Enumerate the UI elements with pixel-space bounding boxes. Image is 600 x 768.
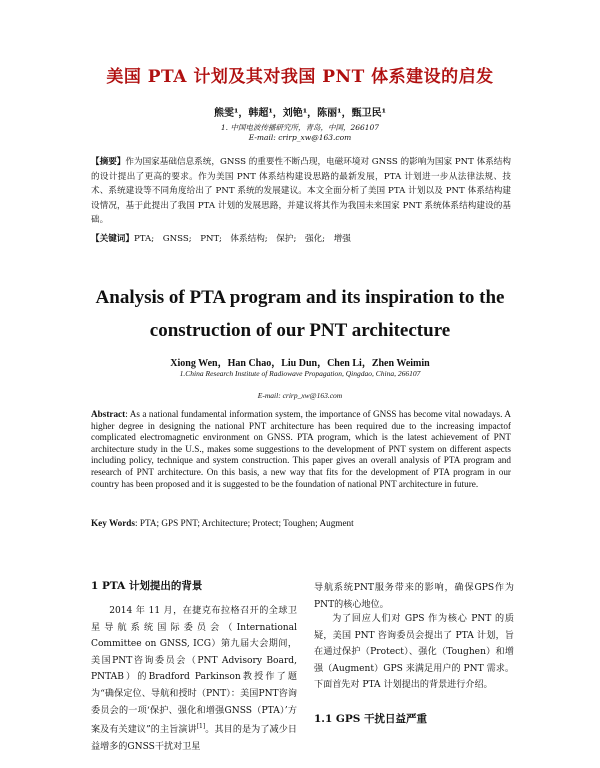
chinese-abstract-label: 【摘要】 (91, 157, 126, 167)
citation-ref: [1] (196, 723, 206, 731)
english-authors: Xiong Wen，Han Chao，Liu Dun，Chen Li，Zhen Weimin (170, 358, 430, 369)
english-affiliation: 1.China Research Institute of Radiowave Propagation, Qingdao, China, 266107 (179, 369, 421, 378)
english-title: Analysis of PTA program and its inspiration to the construction of our PNT architecture (95, 287, 505, 341)
chinese-keywords-text: PTA; GNSS; PNT; 体系结构; 保护; 强化; 增强 (133, 234, 351, 244)
right-column-paragraph-2: 为了回应人们对 GPS 作为核心 PNT 的质疑，美国 PNT 咨询委员会提出了 PTA 计划，旨在通过保护（Protect）、强化（Toughen）和增强（Augment）GPS 来满足用户的 PNT 需求。下面首先对 PTA 计划提出的背景进行介绍。 (314, 614, 514, 691)
chinese-keywords (91, 232, 511, 244)
english-keywords (91, 518, 511, 528)
chinese-abstract-text: 作为国家基础信息系统，GNSS 的重要性不断凸现，电磁环境对 GNSS 的影响为国家 PNT 体系结构的设计提出了更高的要求。作为美国 PNT 体系结构建设思路的最新发展，PTA 计划进一步从法律法规、技术、系统建设等不同角度给出了 PNT 系统的发展建议。本文全面分析了美国 PTA 计划以及 PNT 体系结构建设情况，基于此提出了我国 PTA 计划的发展思路，并建议将其作为我国未来国家 PNT 系统体系结构建设的基础。 (91, 157, 511, 225)
english-abstract-text: : As a national fundamental information system, the importance of GNSS has become vital nowadays. A higher degree in designing the national PNT architecture has been required due to the increasing impactof complicated electromagnetic environment on GNSS. PTA program, which is the latest achievement of PNT architecture study in the U.S., makes some suggestions to the development of PNT system on different aspects including policy, technique and system construction. This paper gives an overall analysis of PTA program and research of PNT architecture. On this basis, a new way that fits for the development of PTA program in our country has been proposed and it is suggested to be the foundation of national PNT architecture in future. (91, 409, 511, 489)
right-column-paragraph-1: 导航系统PNT服务带来的影响，确保GPS作为PNT的核心地位。 (314, 583, 514, 610)
chinese-title: 美国 PTA 计划及其对我国 PNT 体系建设的启发 (106, 67, 494, 87)
english-abstract (91, 409, 511, 490)
english-abstract-label: Abstract (91, 409, 126, 419)
paragraph-text-b: 。其目的是为了减少日益增多的GNSS干扰对卫星 (91, 725, 297, 752)
english-email: E-mail: crirp_xw@163.com (257, 391, 343, 400)
english-keywords-label: Key Words (91, 518, 135, 528)
section-1-1-heading: 1.1 GPS 干扰日益严重 (314, 713, 428, 725)
chinese-authors: 熊雯¹，韩超¹，刘铯¹，陈丽¹，甄卫民¹ (214, 108, 386, 119)
paragraph-text-a: 2014 年 11 月，在捷克布拉格召开的全球卫星导航系统国际委员会（International Committee on GNSS, ICG）第九届大会期间，美国PNT咨询委员会（PNT Advisory Board, PNTAB）的Bradford Parkinson教授作了题为“确保定位、导航和授时（PNT）：美国PNT咨询委员会的一项‘保护、强化和增强GNSS（PTA）’方案及有关建议”的主旨演讲 (91, 606, 297, 736)
english-keywords-text: : PTA; GPS PNT; Architecture; Protect; Toughen; Augment (135, 518, 354, 528)
chinese-keywords-label: 【关键词】 (91, 234, 134, 244)
section-1-paragraph (91, 603, 297, 755)
chinese-abstract (91, 155, 511, 228)
chinese-affiliation: 1. 中国电波传播研究所，青岛，中国，266107 (220, 123, 380, 132)
section-1-heading: 1 PTA 计划提出的背景 (91, 580, 203, 592)
chinese-email: E-mail: crirp_xw@163.com (248, 133, 352, 142)
